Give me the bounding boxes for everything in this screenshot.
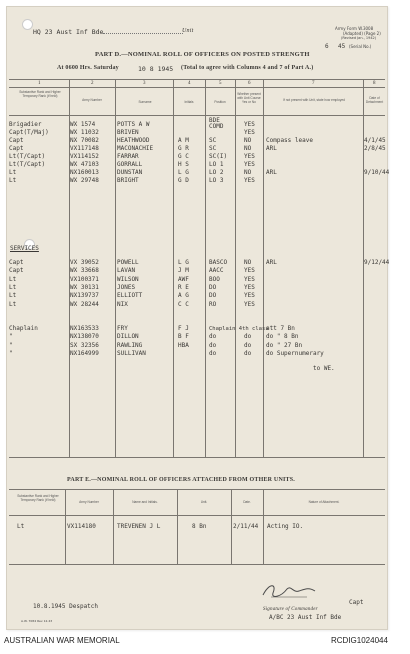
- part-e-bottom-rule: [9, 564, 385, 565]
- cell-employed: do " 8 Bn: [266, 333, 299, 341]
- col-header-number: Army Number: [82, 98, 102, 102]
- table-header-rule: [9, 115, 385, 116]
- col-divider: [263, 489, 264, 564]
- cell-present: YES: [244, 300, 255, 308]
- commander-signature: [259, 579, 319, 603]
- cell-rank: Capt: [9, 267, 24, 275]
- cell-rank: ": [9, 349, 13, 357]
- cell-position: LO 1: [209, 161, 224, 168]
- cell-date: 4/1/45: [364, 137, 386, 144]
- cell-present: YES: [244, 153, 255, 160]
- cell-number: NX139737: [70, 292, 99, 300]
- cell-surname: NIX: [117, 300, 128, 308]
- cell-number: VX117148: [70, 145, 99, 152]
- cell-rank: Lt: [9, 292, 17, 300]
- col-number: 7: [312, 81, 315, 86]
- col-number: 5: [219, 81, 222, 86]
- cell-surname: DUNSTAN: [117, 169, 143, 176]
- col-number: 6: [248, 81, 251, 86]
- cell-date: 2/8/45: [364, 145, 386, 152]
- table-row: [7, 350, 383, 359]
- cell-position: LO 2: [209, 169, 224, 176]
- cell-number: WX 29748: [70, 177, 99, 184]
- col-number: 2: [91, 81, 94, 86]
- cell-number: WX 11032: [70, 129, 99, 136]
- cell-surname: SULLIVAN: [117, 349, 146, 357]
- cell-present: NO: [244, 169, 252, 176]
- cell-present: YES: [244, 292, 255, 300]
- cell-present: YES: [244, 121, 255, 128]
- col-divider: [231, 489, 232, 564]
- punch-hole: [22, 19, 33, 30]
- unit-line: [103, 33, 183, 34]
- cell-position: SC: [209, 137, 217, 144]
- cell-employed: att 7 Bn: [266, 325, 295, 332]
- cell-number: NX163533: [70, 325, 99, 332]
- serial-year: 45: [338, 43, 346, 50]
- cell-rank: Brigadier: [9, 121, 42, 128]
- table-row: [7, 301, 383, 310]
- cell-initials: R E: [178, 283, 189, 291]
- cell-initials: F J: [178, 325, 189, 332]
- part-e-col-number: Army Number: [79, 500, 99, 504]
- cell-rank: Capt(T/Maj): [9, 129, 49, 136]
- cell-position: SC: [209, 145, 217, 152]
- col-header-initials: Initials: [184, 100, 194, 104]
- part-e-col-name: Name and Initials.: [132, 500, 158, 504]
- unit-label: Unit: [182, 28, 194, 34]
- table-top-rule: [9, 79, 385, 80]
- cell-rank: Lt: [9, 177, 17, 184]
- cell-present: do: [244, 349, 252, 357]
- cell-present: NO: [244, 259, 252, 266]
- cell-position: BDE COMD: [209, 117, 224, 130]
- cell-number: NX164999: [70, 349, 99, 357]
- signature-rank: Capt: [349, 599, 364, 606]
- cell-present: YES: [244, 177, 255, 184]
- cell-surname: ELLIOTT: [117, 292, 143, 300]
- col-header-position: Position: [214, 100, 226, 104]
- cell-rank: Lt: [9, 275, 17, 283]
- cell-surname: GORRALL: [117, 161, 143, 168]
- cell-initials: G D: [178, 177, 189, 184]
- part-e-date: 2/11/44: [233, 523, 259, 530]
- cell-surname: HEATHWOOD: [117, 137, 150, 144]
- cell-number: WX 28244: [70, 300, 99, 308]
- part-d-subtitle-suffix: (Total to agree with Columns 4 and 7 of Part A.): [181, 65, 314, 71]
- cell-rank: Lt(T/Capt): [9, 153, 46, 160]
- part-e-title: PART E.—NOMINAL ROLL OF OFFICERS ATTACHED FROM OTHER UNITS.: [67, 477, 295, 483]
- form-name: Army Form W.3008: [335, 26, 374, 31]
- cell-position: AACC: [209, 267, 224, 275]
- cell-surname: WILSON: [117, 275, 139, 283]
- services-label: SERVICES: [10, 245, 39, 252]
- signature-label: Signature of Commander: [263, 607, 318, 612]
- cell-position: SC(I): [209, 153, 228, 160]
- col-header-present: Whether present with Unit Course Yes or No: [237, 92, 261, 104]
- cell-employed: do Supernumerary: [266, 349, 324, 357]
- cell-initials: C C: [178, 300, 189, 308]
- cell-employed: Compass leave: [266, 137, 313, 144]
- cell-surname: POTTS A W: [117, 121, 150, 128]
- cell-position: do: [209, 349, 217, 357]
- col-header-surname: Surname: [138, 100, 152, 104]
- col-header-employed: If not present with Unit, state how employed: [283, 98, 345, 102]
- col-number: 4: [188, 81, 191, 86]
- cell-position: BASCO: [209, 259, 228, 266]
- col-divider: [113, 489, 114, 564]
- part-d-title: PART D.—NOMINAL ROLL OF OFFICERS ON POSTED STRENGTH: [95, 51, 310, 58]
- table-row: [7, 177, 383, 186]
- cell-present: do: [244, 341, 252, 349]
- cell-surname: BRIGHT: [117, 177, 139, 184]
- cell-rank: Lt(T/Capt): [9, 161, 46, 168]
- cell-employed: do " 27 Bn: [266, 341, 303, 349]
- col-number: 3: [143, 81, 146, 86]
- cell-present: NO: [244, 137, 252, 144]
- chaplain-note: to WE.: [313, 365, 335, 372]
- cell-initials: A M: [178, 137, 189, 144]
- caption-source: AUSTRALIAN WAR MEMORIAL: [4, 636, 120, 645]
- part-e-col-date: Date.: [243, 500, 251, 504]
- cell-present: YES: [244, 283, 255, 291]
- cell-position: DO: [209, 283, 217, 291]
- cell-surname: LAVAN: [117, 267, 136, 275]
- part-e-unit: 8 Bn: [192, 523, 207, 530]
- col-number: 8: [373, 81, 376, 86]
- cell-number: NX160013: [70, 169, 99, 176]
- cell-employed: ARL: [266, 145, 277, 152]
- cell-present: YES: [244, 161, 255, 168]
- caption-id: RCDIG1024044: [331, 636, 388, 645]
- cell-initials: AWF: [178, 275, 189, 283]
- cell-initials: L G: [178, 169, 189, 176]
- cell-initials: J M: [178, 267, 189, 275]
- cell-surname: FRY: [117, 325, 128, 332]
- cell-rank: Capt: [9, 137, 24, 144]
- cell-number: SX 32356: [70, 341, 99, 349]
- cell-initials: L G: [178, 259, 189, 266]
- cell-rank: Capt: [9, 145, 24, 152]
- cell-rank: Lt: [9, 300, 17, 308]
- part-e-rank: Lt: [17, 523, 25, 530]
- form-adapted: (Adapted) (Page 2): [343, 31, 381, 36]
- cell-surname: DILLON: [117, 333, 139, 341]
- cell-number: WX 1574: [70, 121, 96, 128]
- cell-position: do: [209, 333, 217, 341]
- cell-rank: Lt: [9, 169, 17, 176]
- cell-initials: A G: [178, 292, 189, 300]
- cell-position: LO 3: [209, 177, 224, 184]
- cell-number: WX 33668: [70, 267, 99, 275]
- part-e-col-unit: Unit.: [200, 500, 208, 504]
- cell-rank: ": [9, 341, 13, 349]
- cell-surname: FARRAR: [117, 153, 139, 160]
- cell-initials: HBA: [178, 341, 189, 349]
- cell-present: YES: [244, 275, 255, 283]
- cell-number: WX 47103: [70, 161, 99, 168]
- cell-surname: JONES: [117, 283, 136, 291]
- cell-initials: H S: [178, 161, 189, 168]
- cell-initials: G R: [178, 145, 189, 152]
- cell-number: VX100371: [70, 275, 99, 283]
- cell-position: BOO: [209, 275, 220, 283]
- col-divider: [65, 489, 66, 564]
- cell-rank: ": [9, 333, 13, 341]
- cell-surname: RAWLING: [117, 341, 143, 349]
- form-revised: (Revised Jan., 1942): [341, 36, 377, 40]
- cell-position: DO: [209, 292, 217, 300]
- cell-position: RO: [209, 300, 217, 308]
- cell-number: NX 70082: [70, 137, 99, 144]
- cell-number: VX 39052: [70, 259, 99, 266]
- part-e-name: TREVENEN J L: [117, 523, 161, 530]
- cell-position: Chaplain 4th class: [209, 326, 269, 332]
- unit-name: HQ 23 Aust Inf Bde: [33, 28, 104, 36]
- cell-present: YES: [244, 267, 255, 275]
- cell-rank: Lt: [9, 283, 17, 291]
- cell-number: VX114152: [70, 153, 99, 160]
- part-e-nature: Acting IO.: [267, 523, 304, 530]
- cell-position: do: [209, 341, 217, 349]
- cell-employed: ARL: [266, 169, 277, 176]
- serial-label: (Serial No.): [349, 44, 372, 49]
- col-divider: [177, 489, 178, 564]
- cell-surname: MACONACHIE: [117, 145, 154, 152]
- despatch-date: 10.8.1945 Despatch: [33, 603, 99, 610]
- part-e-col-rank: Substantive Rank and Higher Temporary Rank (if held): [17, 494, 59, 502]
- cell-present: do: [244, 333, 252, 341]
- signature-unit: A/BC 23 Aust Inf Bde: [269, 614, 342, 621]
- cell-date: 9/12/44: [364, 259, 390, 266]
- cell-number: WX 30131: [70, 283, 99, 291]
- cell-surname: BRIVEN: [117, 129, 139, 136]
- table-number-rule: [9, 87, 385, 88]
- cell-present: YES: [244, 129, 255, 136]
- cell-initials: G C: [178, 153, 189, 160]
- part-d-subtitle-prefix: At 0600 Hrs. Saturday: [57, 65, 119, 71]
- serial-no: 6: [325, 43, 329, 50]
- col-header-date: Date of Detachment: [365, 96, 384, 104]
- part-e-number: VX114180: [67, 523, 96, 530]
- cell-employed: ARL: [266, 259, 277, 266]
- cell-surname: POWELL: [117, 259, 139, 266]
- cell-date: 9/10/44: [364, 169, 390, 176]
- cell-rank: Chaplain: [9, 325, 38, 332]
- table-bottom-rule: [9, 457, 385, 458]
- document-page: [6, 6, 388, 630]
- printer-mark: A.W. 7084 Rev 12.43: [21, 619, 53, 623]
- part-e-col-nature: Nature of Attachment.: [308, 500, 340, 504]
- col-header-rank: Substantive Rank and Higher Temporary Rank (if held): [19, 90, 61, 98]
- cell-number: NX138070: [70, 333, 99, 341]
- cell-rank: Capt: [9, 259, 24, 266]
- cell-initials: B F: [178, 333, 189, 341]
- col-number: 1: [38, 81, 41, 86]
- cell-present: NO: [244, 145, 252, 152]
- part-d-date: 10 8 1945: [138, 65, 174, 73]
